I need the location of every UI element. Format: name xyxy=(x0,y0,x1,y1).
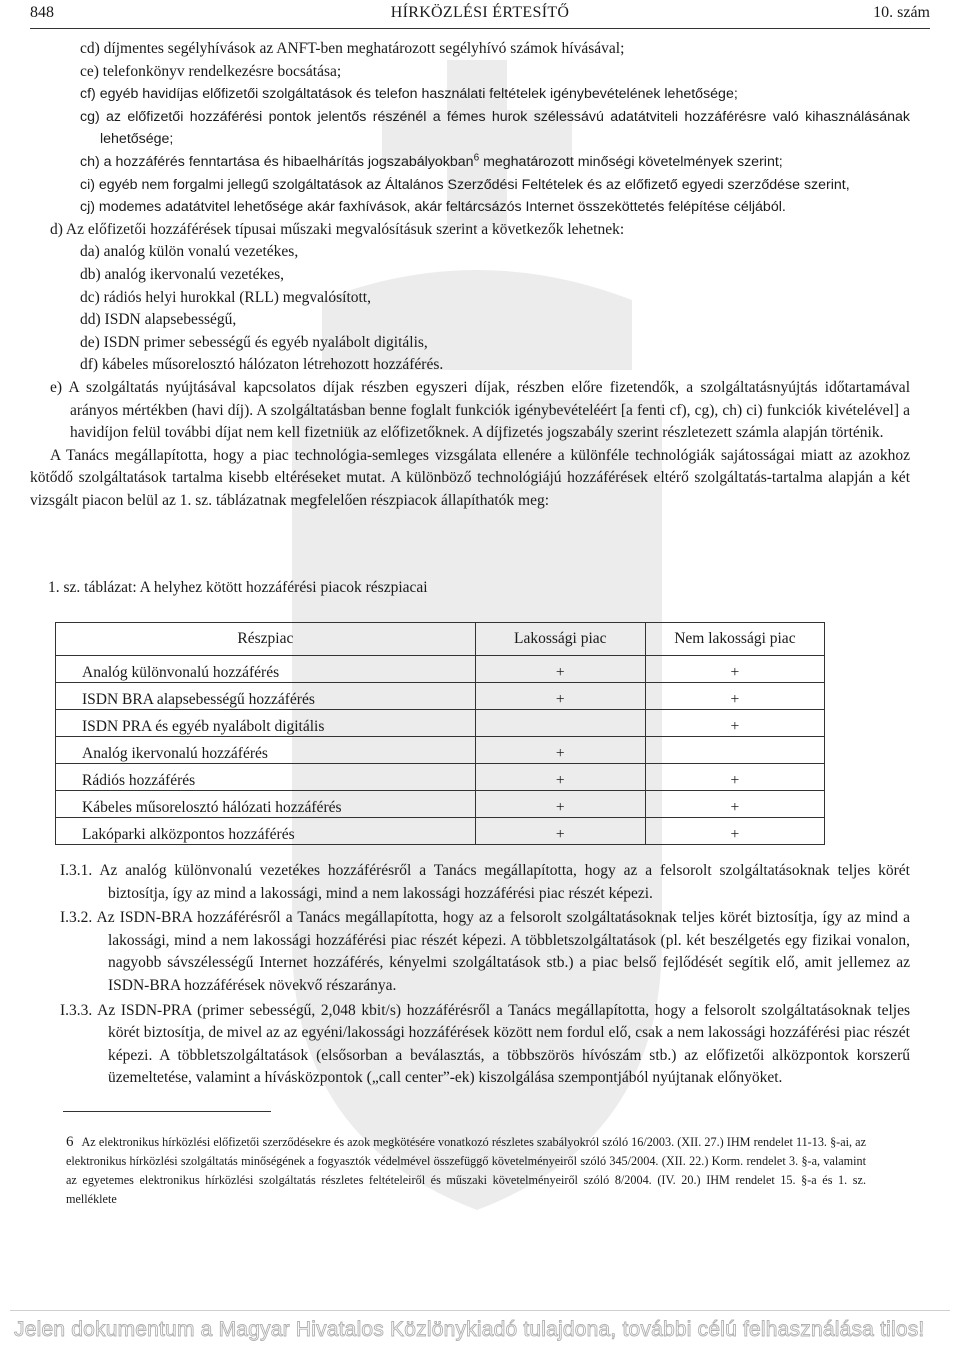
submarkets-table xyxy=(55,622,825,845)
cell-submarket: Analóg különvonalú hozzáférés xyxy=(56,656,476,683)
body-paragraph: A Tanács megállapította, hogy a piac technológia-semleges vizsgálata ellenére a különféle technológiák sajátosságai miatt az azokhoz kötődő szolgáltatások tartalma kisebb eltéréseket mutat. A különböző technológiájú hozzáférések eltérő szolgáltatás-tartalma alapján a két vizsgált piacon belül az 1. sz. táblázatnak megfelelően részpiacok állapíthatók meg: xyxy=(30,446,910,509)
section-i-3-1 xyxy=(60,860,910,905)
table-header-row xyxy=(56,623,825,656)
cell-submarket: Lakóparki alközpontos hozzáférés xyxy=(56,818,476,845)
section-i-3-3 xyxy=(60,1000,910,1090)
table-row xyxy=(56,656,825,683)
header-rule xyxy=(30,28,930,29)
section-i-3-2 xyxy=(60,907,910,997)
ownership-banner: Jelen dokumentum a Magyar Hivatalos Közlönykiadó tulajdona, további célú felhasználása tilos! xyxy=(14,1318,925,1341)
cell-non-residential xyxy=(645,737,824,764)
cell-residential: + xyxy=(475,818,645,845)
list-item-ci: ci) egyéb nem forgalmi jellegű szolgáltatások az Általános Szerződési Feltételek és az előfizető egyedi szerződése szerint, xyxy=(80,176,850,193)
list-item-ch xyxy=(30,151,910,174)
column-header-non-residential: Nem lakossági piac xyxy=(645,623,824,656)
footnote-text: Az elektronikus hírközlési előfizetői szerződésekre és azok megkötésére vonatkozó részletes szabályokról szóló 16/2003. (XII. 27.) IHM rendelet 11-13. §-ai, az elektronikus hírközlési szolgáltatás minőségének a fogyasztók védelmével összefüggő követelményeiről szóló 345/2004. (XII. 22.) Korm. rendelet 3. §-a, valamint az egyetemes elektronikus hírközlési szolgáltatás részletes feltételeiről és műszaki követelményeiről szóló 8/2004. (IV. 20.) IHM rendelet 15. §-a és 1. sz. melléklete xyxy=(66,1135,866,1206)
footnote xyxy=(66,1133,866,1209)
cell-non-residential: + xyxy=(645,818,824,845)
section-number: I.3.2. xyxy=(60,909,93,927)
list-item-cf: cf) egyéb havidíjas előfizetői szolgáltatások és telefon használati feltételek igénybevételének lehetősége; xyxy=(80,86,738,103)
table-row xyxy=(56,737,825,764)
section-text: Az analóg különvonalú vezetékes hozzáférésről a Tanács megállapította, hogy az a felsorolt szolgáltatásoknak teljes körét biztosítja, így az mind a lakossági, mind a nem lakossági hozzáférési piac részét képezi. xyxy=(99,862,910,902)
sections xyxy=(60,860,910,1092)
section-number: I.3.1. xyxy=(60,862,93,879)
table-row xyxy=(56,710,825,737)
cell-submarket: ISDN BRA alapsebességű hozzáférés xyxy=(56,683,476,710)
cell-residential: + xyxy=(475,737,645,764)
cell-non-residential: + xyxy=(645,764,824,791)
cell-non-residential: + xyxy=(645,656,824,683)
list-item-ch-tail: meghatározott minőségi követelmények szerint; xyxy=(479,153,783,170)
issue-number: 10. szám xyxy=(873,4,930,21)
table-caption: 1. sz. táblázat: A helyhez kötött hozzáférési piacok részpiacai xyxy=(48,579,428,596)
footnote-mark: 6 xyxy=(66,1134,74,1150)
cell-submarket: Analóg ikervonalú hozzáférés xyxy=(56,737,476,764)
list-item-ce: ce) telefonkönyv rendelkezésre bocsátása; xyxy=(80,62,342,80)
list-item-cd: cd) díjmentes segélyhívások az ANFT-ben meghatározott segélyhívó számok hívásával; xyxy=(80,40,625,57)
cell-residential xyxy=(475,710,645,737)
cell-residential: + xyxy=(475,764,645,791)
section-number: I.3.3. xyxy=(60,1001,93,1019)
cell-non-residential: + xyxy=(645,791,824,818)
list-item-dd: dd) ISDN alapsebességű, xyxy=(80,311,237,329)
publication-title: HÍRKÖZLÉSI ÉRTESÍTŐ xyxy=(390,4,570,21)
table-row xyxy=(56,683,825,710)
list-item-df: df) kábeles műsorelosztó hálózaton létrehozott hozzáférés. xyxy=(80,356,444,374)
section-text: Az ISDN-PRA (primer sebességű, 2,048 kbit/s) hozzáférésről a Tanács megállapította, hogy a felsorolt szolgáltatásoknak teljes körét biztosítja, de mivel az az egyéni/lakossági hozzáférések között nem fordul elő, csak a nem lakossági hozzáférési piac részét képezi. A többletszolgáltatások (elsősorban a beválasztás, a többszörös hívószám stb.) az előfizetői alközpontok korszerű üzemeltetése, valamint a hívásközpontok („call center”-ek) kiszolgálása szempontjából nyújtanak előnyöket. xyxy=(97,1001,910,1087)
list-item-cg: cg) az előfizetői hozzáférési pontok jelentős részénél a fémes hurok szélessávú adatátviteli hozzáférésre való kihasználásának lehetősége; xyxy=(80,108,910,148)
cell-non-residential: + xyxy=(645,710,824,737)
page-number: 848 xyxy=(30,4,54,21)
list-item-ch-text: ch) a hozzáférés fenntartása és hibaelhárítás jogszabályokban xyxy=(80,153,474,170)
cell-submarket: Rádiós hozzáférés xyxy=(56,764,476,791)
table-row xyxy=(56,791,825,818)
main-text xyxy=(30,38,910,512)
list-item-da: da) analóg külön vonalú vezetékes, xyxy=(80,243,299,261)
list-item-d: d) Az előfizetői hozzáférések típusai műszaki megvalósításuk szerint a következők lehetnek: xyxy=(50,220,625,238)
list-item-dc: dc) rádiós helyi hurokkal (RLL) megvalósított, xyxy=(80,288,371,306)
list-item-db: db) analóg ikervonalú vezetékes, xyxy=(80,265,284,283)
footnote-ref[interactable]: 6 xyxy=(473,152,480,164)
cell-residential: + xyxy=(475,683,645,710)
bottom-divider xyxy=(10,1310,950,1311)
column-header-residential: Lakossági piac xyxy=(475,623,645,656)
column-header-submarket: Részpiac xyxy=(56,623,476,656)
cell-non-residential: + xyxy=(645,683,824,710)
section-text: Az ISDN-BRA hozzáférésről a Tanács megállapította, hogy az a felsorolt szolgáltatásoknak teljes körét biztosítja, így az mind a lakossági, mind a nem lakossági hozzáférési piac részét képezi. A többletszolgáltatások (pl. két beszélgetés egy fizikai vonalon, nagyobb sávszélességű Internet hozzáférés, kényelmi szolgáltatások stb.) a piac belső fejlődését segítik elő, amit jellemez az ISDN-BRA hozzáférések növekvő részaránya. xyxy=(96,909,910,994)
page-header xyxy=(30,4,930,28)
table-row xyxy=(56,818,825,845)
list-item-cj: cj) modemes adatátvitel lehetősége akár faxhívások, akár feltárcsázós Internet összeköttetés felépítése céljából. xyxy=(80,199,786,216)
cell-submarket: ISDN PRA és egyéb nyalábolt digitális xyxy=(56,710,476,737)
table-row xyxy=(56,764,825,791)
cell-residential: + xyxy=(475,791,645,818)
cell-residential: + xyxy=(475,656,645,683)
list-item-de: de) ISDN primer sebességű és egyéb nyalábolt digitális, xyxy=(80,333,428,351)
cell-submarket: Kábeles műsorelosztó hálózati hozzáférés xyxy=(56,791,476,818)
list-item-e: e) A szolgáltatás nyújtásával kapcsolatos díjak részben egyszeri díjak, részben előre fizetendők, a szolgáltatásnyújtás időtartamával arányos mértékben (havi díj). A szolgáltatásban benne foglalt funkciók igénybevételéért [a fenti cf), cg), ch) ci) funkciók kivételével] a havidíjon felül további díjat nem kell fizetniük az előfizetőknek. A díjfizetés jogszabály szerint részletezett számla alapján történik. xyxy=(50,378,910,442)
footnote-rule xyxy=(63,1111,271,1112)
